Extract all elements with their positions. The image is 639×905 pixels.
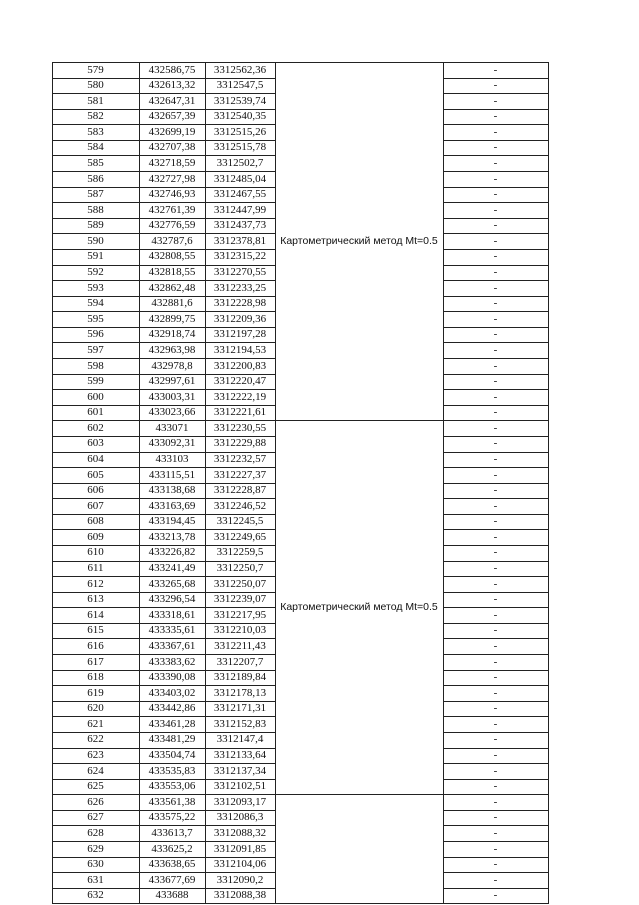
- table-cell-x: 433390,08: [148, 671, 196, 684]
- table-cell-y: 3312250,07: [213, 577, 267, 590]
- table-cell-x: 432862,48: [148, 281, 196, 294]
- table-cell-n: 586: [87, 172, 104, 185]
- table-cell-note: -: [493, 266, 498, 279]
- table-cell-y: 3312137,34: [213, 764, 267, 777]
- table-cell-y: 3312211,43: [214, 639, 266, 652]
- table-cell-y: 3312210,03: [213, 624, 267, 637]
- table-cell-note: -: [493, 453, 498, 465]
- table-cell-note: -: [493, 94, 498, 107]
- table-cell-note: -: [493, 406, 498, 419]
- table-cell-note: -: [493, 530, 498, 543]
- table-cell-y: 3312133,64: [213, 749, 267, 762]
- table-cell-note: -: [493, 546, 498, 559]
- table-cell-n: 592: [87, 266, 104, 279]
- table-cell-n: 617: [87, 655, 104, 668]
- table-cell-y: 3312250,7: [216, 562, 264, 575]
- table-cell-x: 432963,98: [148, 343, 196, 356]
- table-cell-note: -: [493, 577, 498, 590]
- table-cell-n: 628: [87, 826, 104, 839]
- table-cell-x: 433115,51: [148, 468, 196, 481]
- table-cell-note: -: [493, 375, 498, 388]
- table-cell-n: 587: [87, 188, 104, 201]
- table-cell-note: -: [493, 343, 498, 356]
- table-cell-y: 3312209,36: [213, 312, 267, 325]
- table-cell-note: -: [493, 125, 498, 138]
- table-cell-x: 433023,66: [148, 406, 196, 419]
- table-cell-x: 433613,7: [151, 826, 193, 839]
- table-cell-note: -: [493, 297, 498, 310]
- table-cell-n: 600: [87, 390, 104, 403]
- table-cell-x: 432918,74: [148, 328, 196, 341]
- table-cell-n: 583: [87, 125, 104, 138]
- table-cell-y: 3312093,17: [213, 795, 267, 808]
- table-cell-n: 624: [87, 764, 104, 777]
- table-cell-note: -: [493, 468, 498, 481]
- table-cell-n: 601: [87, 406, 104, 419]
- table-cell-x: 433213,78: [148, 530, 196, 543]
- table-cell-n: 581: [87, 94, 104, 107]
- table-cell-note: -: [493, 250, 498, 263]
- table-cell-x: 432718,59: [148, 156, 196, 169]
- table-cell-note: -: [493, 390, 498, 403]
- table-cell-x: 432881,6: [151, 297, 193, 310]
- table-cell-x: 433461,28: [148, 717, 196, 730]
- table-cell-x: 433318,61: [148, 608, 196, 621]
- table-cell-note: -: [493, 889, 498, 902]
- table-cell-n: 631: [87, 873, 104, 886]
- table-cell-n: 598: [87, 359, 104, 372]
- table-cell-x: 433265,68: [148, 577, 196, 590]
- table-cell-n: 622: [87, 733, 104, 746]
- table-cell-x: 433504,74: [148, 749, 196, 762]
- table-cell-n: 599: [87, 375, 104, 388]
- table-cell-note: -: [493, 437, 498, 450]
- table-cell-n: 608: [87, 515, 104, 528]
- table-cell-n: 582: [87, 110, 104, 123]
- table-cell-y: 3312171,31: [213, 702, 267, 715]
- method-group-border: [275, 903, 443, 904]
- table-cell-x: 432586,75: [148, 63, 196, 76]
- table-cell-n: 630: [87, 858, 104, 871]
- table-cell-y: 3312090,2: [216, 873, 264, 886]
- table-cell-x: 433367,61: [148, 639, 196, 652]
- table-cell-note: -: [493, 312, 498, 325]
- table-cell-y: 3312088,32: [213, 826, 267, 839]
- table-cell-n: 621: [87, 717, 104, 730]
- table-cell-note: -: [493, 655, 498, 668]
- table-cell-n: 620: [87, 702, 104, 715]
- table-cell-x: 432787,6: [151, 234, 193, 247]
- table-cell-x: 432899,75: [148, 312, 196, 325]
- table-cell-note: -: [493, 826, 498, 839]
- table-cell-note: -: [493, 484, 498, 497]
- table-cell-note: -: [493, 873, 498, 886]
- table-cell-y: 3312249,65: [213, 530, 267, 543]
- table-cell-note: -: [493, 110, 498, 123]
- table-cell-y: 3312245,5: [216, 515, 264, 528]
- table-cell-y: 3312539,74: [213, 94, 267, 107]
- table-cell-x: 433561,38: [148, 795, 196, 808]
- table-cell-note: -: [493, 515, 498, 528]
- table-cell-note: -: [493, 624, 498, 637]
- table-cell-y: 3312467,55: [213, 188, 267, 201]
- table-cell-y: 3312378,81: [213, 234, 267, 247]
- table-cell-y: 3312246,52: [213, 499, 267, 512]
- table-cell-n: 585: [87, 156, 104, 169]
- table-cell-y: 3312515,26: [213, 125, 267, 138]
- table-cell-n: 616: [87, 639, 104, 652]
- table-cell-y: 3312232,57: [213, 453, 267, 465]
- table-cell-n: 609: [87, 530, 104, 543]
- table-cell-y: 3312227,37: [213, 468, 267, 481]
- table-cell-n: 606: [87, 484, 104, 497]
- table-cell-x: 433071: [155, 421, 189, 434]
- table-cell-note: -: [493, 639, 498, 652]
- method-group-border: [275, 420, 443, 421]
- table-cell-n: 626: [87, 795, 104, 808]
- table-cell-x: 433092,31: [148, 437, 196, 450]
- table-cell-x: 433138,68: [148, 484, 196, 497]
- table-cell-n: 596: [87, 328, 104, 341]
- table-cell-n: 593: [87, 281, 104, 294]
- table-cell-x: 433383,62: [148, 655, 196, 668]
- table-cell-y: 3312540,35: [213, 110, 267, 123]
- table-cell-y: 3312270,55: [213, 266, 267, 279]
- table-cell-y: 3312102,51: [213, 780, 267, 793]
- table-cell-y: 3312502,7: [216, 156, 264, 169]
- table-cell-n: 611: [87, 562, 104, 575]
- table-cell-note: -: [493, 499, 498, 512]
- table-cell-y: 3312217,95: [213, 608, 267, 621]
- table-cell-x: 433638,65: [148, 858, 196, 871]
- table-cell-y: 3312091,85: [213, 842, 267, 855]
- table-cell-n: 625: [87, 780, 104, 793]
- table-cell-note: -: [493, 188, 498, 201]
- table-cell-y: 3312230,55: [213, 421, 267, 434]
- table-cell-n: 590: [87, 234, 104, 247]
- table-cell-n: 602: [87, 421, 104, 434]
- table-cell-note: -: [493, 281, 498, 294]
- method-group-border: [275, 794, 443, 795]
- table-cell-y: 3312178,13: [213, 686, 267, 699]
- table-cell-y: 3312222,19: [213, 390, 267, 403]
- table-cell-y: 3312259,5: [216, 546, 264, 559]
- table-cell-x: 433296,54: [148, 593, 196, 606]
- table-cell-n: 610: [87, 546, 104, 559]
- table-cell-y: 3312547,5: [216, 79, 264, 92]
- table-cell-n: 607: [87, 499, 104, 512]
- table-cell-note: -: [493, 359, 498, 372]
- table-cell-y: 3312229,88: [213, 437, 267, 450]
- table-cell-note: -: [493, 203, 498, 216]
- table-cell-x: 432997,61: [148, 375, 196, 388]
- table-cell-x: 433194,45: [148, 515, 196, 528]
- method-group-label: Картометрический метод Mt=0.5: [280, 601, 438, 614]
- table-cell-n: 595: [87, 312, 104, 325]
- table-cell-x: 432746,93: [148, 188, 196, 201]
- table-cell-x: 432699,19: [148, 125, 196, 138]
- table-cell-note: -: [493, 795, 498, 808]
- table-cell-note: -: [493, 63, 498, 76]
- table-cell-note: -: [493, 141, 498, 154]
- table-cell-n: 615: [87, 624, 104, 637]
- table-cell-x: 433403,02: [148, 686, 196, 699]
- table-cell-x: 433163,69: [148, 499, 196, 512]
- table-cell-n: 580: [87, 79, 104, 92]
- table-cell-x: 432818,55: [148, 266, 196, 279]
- table-cell-x: 433553,06: [148, 780, 196, 793]
- table-cell-note: -: [493, 421, 498, 434]
- table-cell-note: -: [493, 811, 498, 824]
- table-cell-n: 612: [87, 577, 104, 590]
- table-cell-n: 589: [87, 219, 104, 232]
- table-cell-y: 3312200,83: [213, 359, 267, 372]
- table-cell-note: -: [493, 764, 498, 777]
- table-cell-x: 432657,39: [148, 110, 196, 123]
- table-cell-y: 3312194,53: [213, 343, 267, 356]
- table-cell-y: 3312220,47: [213, 375, 267, 388]
- table-cell-n: 579: [87, 63, 104, 76]
- table-cell-note: -: [493, 686, 498, 699]
- table-cell-n: 618: [87, 671, 104, 684]
- table-cell-note: -: [493, 717, 498, 730]
- table-cell-note: -: [493, 733, 498, 746]
- table-cell-y: 3312562,36: [213, 63, 267, 76]
- method-group-label: Картометрический метод Mt=0.5: [280, 235, 438, 248]
- table-cell-n: 623: [87, 749, 104, 762]
- table-cell-y: 3312104,06: [213, 858, 267, 871]
- table-cell-y: 3312207,7: [216, 655, 264, 668]
- table-cell-n: 614: [87, 608, 104, 621]
- table-cell-note: -: [493, 702, 498, 715]
- table-cell-y: 3312233,25: [213, 281, 267, 294]
- table-cell-n: 604: [87, 453, 104, 465]
- table-cell-note: -: [493, 780, 498, 793]
- table-cell-x: 432978,8: [151, 359, 193, 372]
- table-cell-n: 588: [87, 203, 104, 216]
- table-cell-y: 3312447,99: [213, 203, 267, 216]
- table-cell-y: 3312088,38: [213, 889, 267, 902]
- table-cell-x: 433241,49: [148, 562, 196, 575]
- table-cell-note: -: [493, 328, 498, 341]
- table-cell-note: -: [493, 562, 498, 575]
- table-cell-y: 3312437,73: [213, 219, 267, 232]
- table-cell-n: 584: [87, 141, 104, 154]
- table-cell-n: 619: [87, 686, 104, 699]
- table-cell-note: -: [493, 608, 498, 621]
- table-cell-x: 432808,55: [148, 250, 196, 263]
- table-cell-y: 3312515,78: [213, 141, 267, 154]
- table-cell-note: -: [493, 219, 498, 232]
- table-cell-x: 433535,83: [148, 764, 196, 777]
- table-cell-note: -: [493, 749, 498, 762]
- table-cell-x: 432776,59: [148, 219, 196, 232]
- table-cell-y: 3312197,28: [213, 328, 267, 341]
- table-cell-x: 433677,69: [148, 873, 196, 886]
- table-cell-n: 632: [87, 889, 104, 902]
- table-cell-y: 3312189,84: [213, 671, 267, 684]
- table-cell-x: 433335,61: [148, 624, 196, 637]
- table-cell-note: -: [493, 593, 498, 606]
- table-cell-y: 3312315,22: [213, 250, 267, 263]
- table-cell-n: 597: [87, 343, 104, 356]
- table-cell-x: 433103: [155, 453, 189, 465]
- table-cell-x: 433575,22: [148, 811, 196, 824]
- table-cell-note: -: [493, 234, 498, 247]
- table-cell-n: 594: [87, 297, 104, 310]
- table-cell-note: -: [493, 156, 498, 169]
- table-cell-x: 432613,32: [148, 79, 196, 92]
- table-cell-x: 432761,39: [148, 203, 196, 216]
- table-cell-x: 432727,98: [148, 172, 196, 185]
- table-cell-y: 3312228,98: [213, 297, 267, 310]
- table-cell-y: 3312086,3: [216, 811, 264, 824]
- table-cell-note: -: [493, 842, 498, 855]
- table-cell-x: 433625,2: [151, 842, 193, 855]
- table-cell-x: 432647,31: [148, 94, 196, 107]
- table-cell-x: 433688: [155, 889, 189, 902]
- table-cell-y: 3312221,61: [213, 406, 267, 419]
- table-cell-n: 605: [87, 468, 104, 481]
- table-cell-note: -: [493, 172, 498, 185]
- table-cell-y: 3312152,83: [213, 717, 267, 730]
- table-cell-note: -: [493, 858, 498, 871]
- table-cell-note: -: [493, 79, 498, 92]
- table-cell-n: 629: [87, 842, 104, 855]
- table-cell-x: 433003,31: [148, 390, 196, 403]
- table-cell-y: 3312147,4: [216, 733, 264, 746]
- table-cell-x: 433481,29: [148, 733, 196, 746]
- table-cell-n: 613: [87, 593, 104, 606]
- table-cell-y: 3312228,87: [213, 484, 267, 497]
- table-cell-x: 433226,82: [148, 546, 196, 559]
- table-cell-x: 433442,86: [148, 702, 196, 715]
- method-group-border: [275, 62, 443, 63]
- table-cell-n: 591: [87, 250, 104, 263]
- table-cell-n: 627: [87, 811, 104, 824]
- table-cell-note: -: [493, 671, 498, 684]
- table-cell-x: 432707,38: [148, 141, 196, 154]
- table-cell-y: 3312485,04: [213, 172, 267, 185]
- table-cell-y: 3312239,07: [213, 593, 267, 606]
- table-cell-n: 603: [87, 437, 104, 450]
